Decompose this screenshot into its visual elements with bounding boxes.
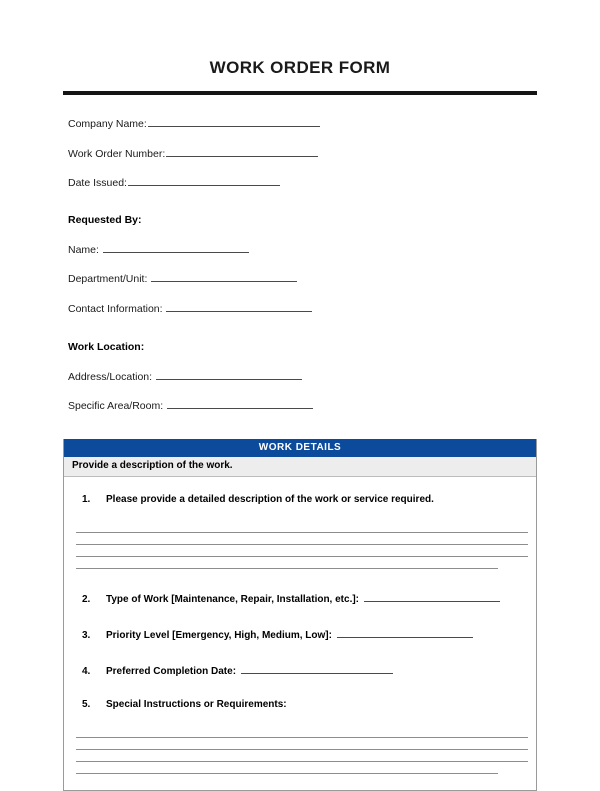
work-item-2[interactable]	[82, 584, 536, 605]
spacer	[64, 677, 536, 692]
answer-line[interactable]	[76, 738, 528, 750]
field-date-issued-input[interactable]	[128, 175, 280, 186]
answer-line[interactable]	[76, 557, 498, 569]
work-item-1-label: Please provide a detailed description of the work or service required.	[106, 493, 434, 505]
field-department-unit-input[interactable]	[151, 271, 297, 282]
page-title: WORK ORDER FORM	[209, 58, 391, 77]
work-item-5	[82, 692, 536, 710]
section-heading-work-location: Work Location:	[68, 340, 145, 353]
field-work-order-number[interactable]	[68, 146, 538, 161]
field-specific-area-room-input[interactable]	[167, 398, 313, 409]
field-address-location-input[interactable]	[156, 369, 302, 380]
field-requester-name[interactable]	[68, 242, 538, 257]
work-details-body	[64, 477, 536, 790]
answer-line[interactable]	[76, 750, 528, 762]
work-item-1-answer-lines[interactable]	[76, 514, 536, 569]
field-company-name-label: Company Name:	[68, 118, 147, 130]
field-date-issued[interactable]	[68, 175, 538, 190]
work-item-5-answer-lines[interactable]	[76, 719, 536, 774]
field-department-unit-label: Department/Unit:	[68, 273, 148, 286]
work-item-4-input[interactable]	[241, 663, 393, 674]
spacer	[76, 719, 536, 726]
field-requester-name-input[interactable]	[103, 242, 249, 253]
work-item-1-number: 1.	[82, 493, 91, 505]
work-item-3-label: Priority Level [Emergency, High, Medium, Low]:	[106, 629, 332, 641]
work-details-banner: WORK DETAILS	[64, 439, 536, 458]
work-item-3-input[interactable]	[337, 627, 473, 638]
work-item-2-number: 2.	[82, 593, 91, 605]
spacer	[64, 641, 536, 656]
spacer	[64, 605, 536, 620]
header-fields-section	[68, 116, 538, 413]
answer-line[interactable]	[76, 726, 528, 738]
field-specific-area-room[interactable]	[68, 398, 538, 413]
work-details-table	[63, 439, 537, 791]
spacer	[64, 569, 536, 584]
title-block	[0, 0, 600, 95]
answer-line[interactable]	[76, 521, 528, 533]
work-details-subheading: Provide a description of the work.	[64, 457, 536, 477]
field-company-name[interactable]	[68, 116, 538, 131]
work-item-4[interactable]	[82, 656, 536, 677]
field-specific-area-room-label: Specific Area/Room:	[68, 400, 164, 413]
work-item-5-number: 5.	[82, 698, 91, 710]
answer-line[interactable]	[76, 545, 528, 557]
field-requester-name-label: Name:	[68, 243, 99, 256]
work-item-3[interactable]	[82, 620, 536, 641]
work-item-3-number: 3.	[82, 629, 91, 641]
spacer	[76, 514, 536, 521]
field-contact-information-label: Contact Information:	[68, 302, 163, 315]
field-contact-information[interactable]	[68, 301, 538, 316]
work-item-2-label: Type of Work [Maintenance, Repair, Installation, etc.]:	[106, 593, 360, 605]
work-item-4-label: Preferred Completion Date:	[106, 665, 237, 677]
answer-line[interactable]	[76, 762, 498, 774]
work-item-5-label: Special Instructions or Requirements:	[106, 698, 287, 710]
work-item-1	[82, 487, 536, 505]
answer-line[interactable]	[76, 533, 528, 545]
field-date-issued-label: Date Issued:	[68, 177, 127, 190]
field-address-location-label: Address/Location:	[68, 370, 153, 383]
work-item-4-number: 4.	[82, 665, 91, 677]
field-address-location[interactable]	[68, 369, 538, 384]
section-heading-requested-by: Requested By:	[68, 213, 142, 226]
field-contact-information-input[interactable]	[166, 301, 312, 312]
field-department-unit[interactable]	[68, 271, 538, 286]
title-divider	[63, 91, 537, 95]
work-item-2-input[interactable]	[364, 591, 500, 602]
field-work-order-number-input[interactable]	[166, 146, 318, 157]
field-company-name-input[interactable]	[148, 116, 320, 127]
field-work-order-number-label: Work Order Number:	[68, 147, 166, 160]
